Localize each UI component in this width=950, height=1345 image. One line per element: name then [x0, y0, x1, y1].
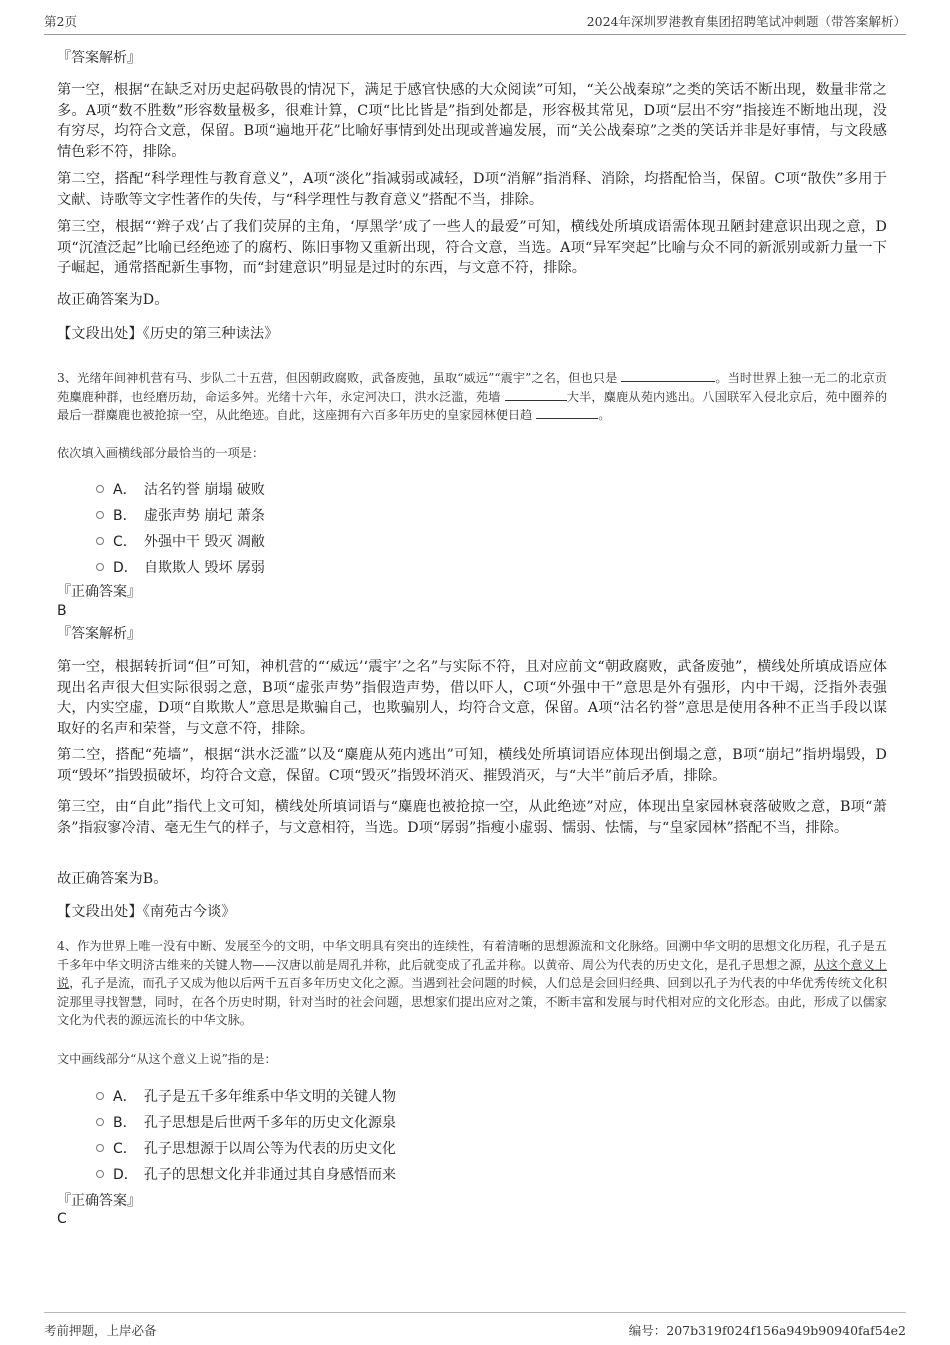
option-text: 外强中干 毁灭 凋敝: [144, 534, 265, 550]
option-text: 孔子是五千多年维系中华文明的关键人物: [144, 1089, 396, 1105]
radio-icon[interactable]: [96, 1118, 104, 1126]
q3-blank-2[interactable]: [505, 388, 567, 401]
q3-blank-3[interactable]: [536, 406, 598, 419]
q2-analysis-label: 『答案解析』: [57, 50, 141, 66]
option-letter: D．: [113, 1167, 138, 1183]
option-letter: B．: [113, 508, 137, 524]
q2-conclusion: 故正确答案为D。: [57, 292, 169, 308]
q3-conclusion: 故正确答案为B。: [57, 871, 168, 887]
q3-option-c[interactable]: [96, 531, 265, 551]
document-id: 编号：207b319f024f156a949b90940faf54e2: [628, 1323, 906, 1338]
option-letter: C．: [113, 534, 137, 550]
q3-analysis-label: 『答案解析』: [57, 626, 141, 642]
radio-icon[interactable]: [96, 485, 104, 493]
q4-option-b[interactable]: [96, 1112, 396, 1132]
q4-correct-answer: C: [57, 1211, 67, 1227]
q4-prompt: 文中画线部分“从这个意义上说”指的是：: [57, 1052, 277, 1066]
q4-option-a[interactable]: [96, 1086, 396, 1106]
option-letter: D．: [113, 560, 138, 576]
radio-icon[interactable]: [96, 1170, 104, 1178]
q4-option-c[interactable]: [96, 1138, 396, 1158]
option-text: 孔子的思想文化并非通过其自身感悟而来: [144, 1167, 396, 1183]
q3-analysis-p2: 第二空，搭配“苑墙”，根据“洪水泛滥”以及“麋鹿从苑内逃出”可知，横线处所填词语应体现出倒塌之意，B项“崩圮”指坍塌毁，D项“毁坏”指毁损破坏，均符合文意，保留。C项“毁灭”指毁坏消灭、摧毁消灭，与“大半”前后矛盾，排除。: [57, 747, 887, 784]
page-footer: [44, 1312, 906, 1339]
option-letter: C．: [113, 1141, 137, 1157]
option-text: 虚张声势 崩圮 萧条: [144, 508, 265, 524]
option-text: 孔子思想是后世两千多年的历史文化源泉: [144, 1115, 396, 1131]
q3-blank-1[interactable]: [621, 369, 715, 382]
q3-correct-answer: B: [57, 603, 67, 619]
radio-icon[interactable]: [96, 563, 104, 571]
q3-stem-part2: 。当时世界上独一无二的北京贡苑麋鹿种群，也经磨历劫，命运多舛。光绪十六年，永定河决口，洪水泛滥，苑墙: [57, 371, 887, 404]
q4-option-d[interactable]: [96, 1164, 396, 1184]
option-text: 自欺欺人 毁坏 孱弱: [144, 560, 265, 576]
footer-slogan: 考前押题，上岸必备: [44, 1323, 157, 1338]
q4-correct-label: 『正确答案』: [57, 1193, 141, 1209]
radio-icon[interactable]: [96, 1144, 104, 1152]
q3-analysis-p1: 第一空，根据转折词“但”可知，神机营的“‘威远’‘震宇’之名”与实际不符，且对应前文“朝政腐败，武备废弛”，横线处所填成语应体现出名声很大但实际很弱之意，B项“虚张声势”指假造声势，借以吓人，C项“外强中干”意思是外有强形，内中干竭，泛指外表强大，内实空虚，D项“自欺欺人”意思是欺骗自己，也欺骗别人，均符合文意，保留。A项“沽名钓誉”意思是使用各种不正当手段以谋取好的名声和荣誉，与文意不符，排除。: [57, 659, 887, 737]
page-header: [44, 12, 906, 35]
q3-analysis-p3: 第三空，由“自此”指代上文可知，横线处所填词语与“麋鹿也被抢掠一空，从此绝迹”对应，体现出皇家园林衰落破败之意，B项“萧条”指寂寥冷清、毫无生气的样子，与文意相符，当选。D项“孱弱”指瘦小虚弱、懦弱、怯懦，与“皇家园林”搭配不当，排除。: [57, 799, 887, 836]
q3-option-b[interactable]: [96, 505, 265, 525]
radio-icon[interactable]: [96, 511, 104, 519]
q2-source: 【文段出处】《历史的第三种读法》: [57, 326, 279, 342]
q4-stem-part2: ，孔子是流，而孔子又成为他以后两千五百多年历史文化之源。当遇到社会问题的时候，人们总是会回归经典、回到以孔子为代表的中华优秀传统文化积淀那里寻找智慧，同时，在各个历史时期，针对当时的社会问题，思想家们提出应对之策，不断丰富和发展与时代相对应的文化形态。由此，形成了以儒家文化为代表的源远流长的中华文脉。: [57, 976, 888, 1027]
q3-option-a[interactable]: [96, 479, 265, 499]
q3-stem-part1: 3、光绪年间神机营有马、步队二十五营，但因朝政腐败，武备废弛，虽取“威远”“震宇”之名，但也只是: [57, 371, 618, 385]
option-text: 孔子思想源于以周公等为代表的历史文化: [144, 1141, 396, 1157]
q3-prompt: 依次填入画横线部分最恰当的一项是：: [57, 446, 265, 460]
q3-option-d[interactable]: [96, 557, 265, 577]
q3-stem: [57, 369, 887, 425]
option-text: 沽名钓誉 崩塌 破败: [144, 482, 265, 498]
q4-stem-part1: 4、作为世界上唯一没有中断、发展至今的文明，中华文明具有突出的连续性，有着清晰的思想源流和文化脉络。回溯中华文明的思想文化历程，孔子是五千多年中华文明济古维来的关键人物——汉唐以前是周孔并称，此后就变成了孔孟并称。以黄帝、周公为代表的历史文化，是孔子思想之源，: [57, 939, 887, 972]
q3-source: 【文段出处】《南苑古今谈》: [57, 904, 236, 920]
option-letter: B．: [113, 1115, 137, 1131]
radio-icon[interactable]: [96, 537, 104, 545]
q2-analysis-p2: 第二空，搭配“科学理性与教育意义”，A项“淡化”指减弱或减轻，D项“消解”指消释、消除，均搭配恰当，保留。C项“散佚”多用于文献、诗歌等文字性著作的失传，与“科学理性与教育意义”搭配不当，排除。: [57, 171, 887, 208]
q3-stem-part3: 大半，麋鹿从苑内逃出。八国联军入侵北京后，苑中圈养的最后一群麋鹿也被抢掠一空，从此绝迹。自此，这座拥有六百多年历史的皇家园林便日趋: [57, 389, 888, 422]
q3-correct-label: 『正确答案』: [57, 584, 141, 600]
page-number: 第2页: [44, 14, 77, 29]
option-letter: A．: [113, 482, 137, 498]
q2-analysis-p1: 第一空，根据“在缺乏对历史起码敬畏的情况下，满足于感官快感的大众阅读”可知，“关公战秦琼”之类的笑话不断出现，数量非常之多。A项“数不胜数”形容数量极多，很难计算，C项“比比皆是”指到处都是，形容极其常见，D项“层出不穷”指接连不断地出现，没有穷尽，均符合文意，保留。B项“遍地开花”比喻好事情到处出现或普遍发展，而“关公战秦琼”之类的笑话并非是好事情，与文段感情色彩不符，排除。: [57, 82, 887, 160]
q2-analysis-p3: 第三空，根据“‘辫子戏’占了我们荧屏的主角，‘厚黑学’成了一些人的最爱”可知，横线处所填成语需体现丑陋封建意识出现之意，D项“沉渣泛起”比喻已经绝迹了的腐朽、陈旧事物又重新出现，符合文意，当选。A项“异军突起”比喻与众不同的新派别或新力量一下子崛起，通常搭配新生事物，而“封建意识”明显是过时的东西，与文意不符，排除。: [57, 219, 887, 276]
radio-icon[interactable]: [96, 1092, 104, 1100]
q4-underlined-phrase: 从这个意义上说: [57, 957, 888, 990]
q4-stem: [57, 937, 887, 1030]
q3-stem-part4: 。: [598, 408, 611, 422]
option-letter: A．: [113, 1089, 137, 1105]
document-title: 2024年深圳罗港教育集团招聘笔试冲刺题（带答案解析）: [586, 14, 906, 29]
